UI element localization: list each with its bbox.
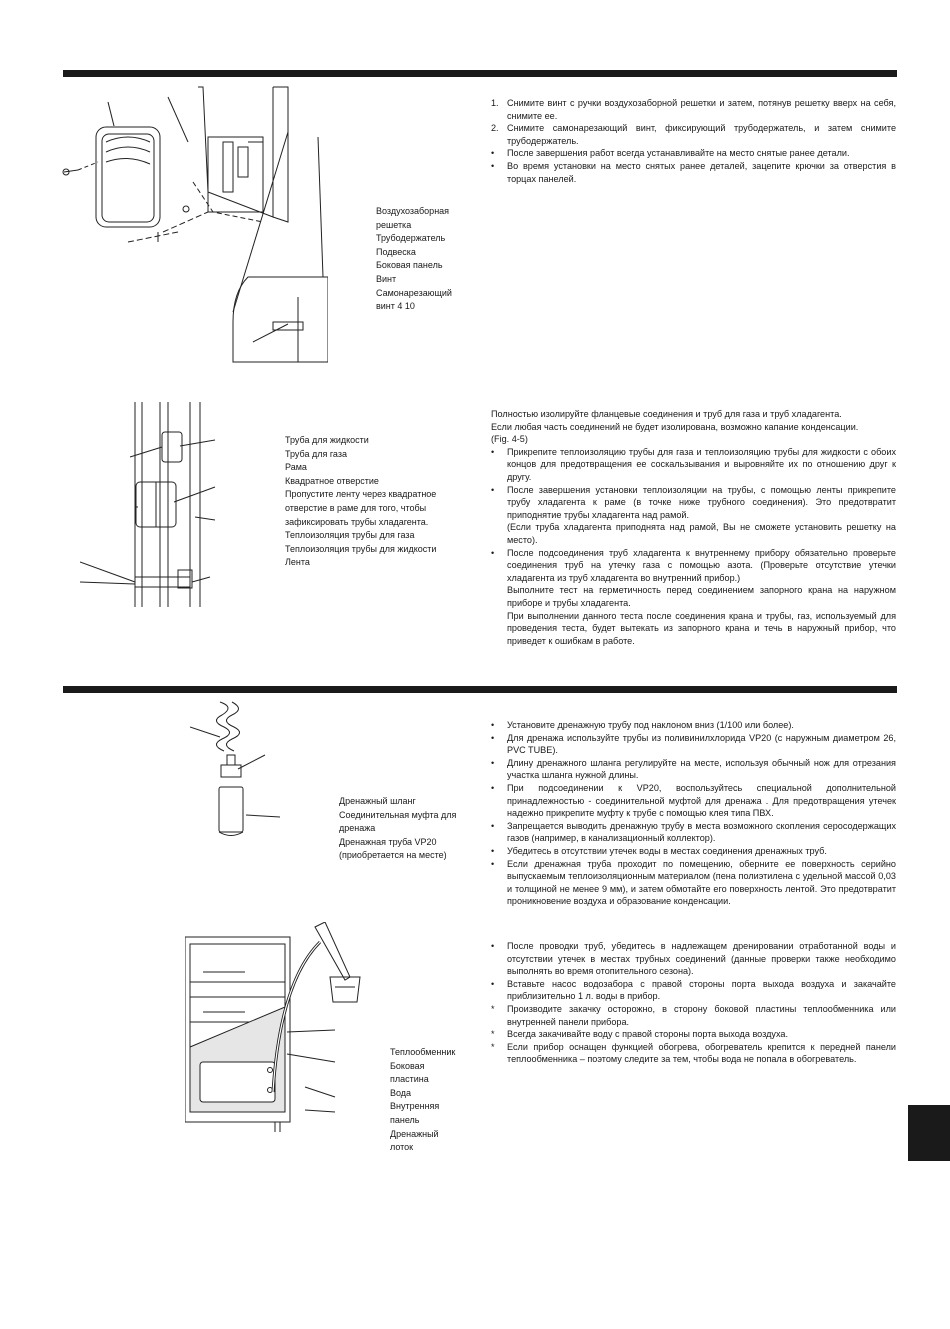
instruction-item: • Установите дренажную трубу под наклоном вниз (1/100 или более). (491, 720, 794, 730)
legend-line: Теплоизоляция трубы для газа (285, 530, 415, 541)
legend-line: отверстие в раме для того, чтобы (285, 502, 427, 513)
instruction-note: * Производите закачку осторожно, в сторону боковой пластины теплообменника или внутренней панели прибора. (491, 1003, 896, 1027)
legend-line: Подвеска (376, 246, 416, 257)
instruction-item: • После проводки труб, убедитесь в надлежащем дренировании отработанной воды и отсутствии утечек в местах трубных соединений (данные проверки также необходимо выполнять во время отопительного сезона). (491, 941, 896, 977)
legend-line: Трубодержатель (376, 233, 446, 244)
drain-instructions (491, 719, 896, 908)
legend-line: Дренажный (390, 1128, 439, 1139)
instruction-item: • После завершения установки теплоизоляции на трубы, с помощью ленты прикрепите трубу хладагента к раме (в точке ниже трубного соединения). Это предотвратит приподнятие трубы хладагента над рамой. (491, 484, 896, 520)
instruction-note: При выполнении данного теста после соединения крана и трубы, газ, используемый для проведения теста, будет вытекать из запорного крана и течь в наружный прибор, что приведет к ошибкам в работе. (507, 610, 896, 646)
instruction-note: (Если труба хладагента приподнята над рамой, Вы не сможете установить решетку на место). (507, 522, 896, 545)
drain-figure-legend (339, 795, 456, 863)
drainage-test-figure (185, 922, 375, 1132)
drainage-test-instructions (491, 940, 896, 1066)
instruction-item: • Вставьте насос водозабора с правой стороны порта выхода воздуха и закачайте приблизительно 1 л. воды в прибор. (491, 978, 896, 1002)
insulation-instructions (491, 408, 896, 647)
page-side-tab (908, 1105, 950, 1161)
grille-removal-figure (58, 82, 328, 372)
intro-line: Полностью изолируйте фланцевые соединения и труб для газа и труб хладагента. (491, 409, 842, 419)
legend-line: решетка (376, 219, 412, 230)
instruction-item: • Для дренажа используйте трубы из поливинилхлорида VP20 (с наружным диаметром 26, PVC TUBE). (491, 732, 896, 756)
legend-line: Винт (376, 273, 397, 284)
pipe-insulation-figure (80, 402, 220, 607)
legend-line: Соединительная муфта для (339, 809, 457, 820)
instruction-item: • Длину дренажного шланга регулируйте на месте, используя обычный нож для отрезания участка шланга нужной длины. (491, 757, 896, 781)
legend-line: (приобретается на месте) (339, 850, 447, 861)
instruction-item: • Если дренажная труба проходит по помещению, оберните ее поверхность серийно выпускаемым теплоизоляционным материалом (пена полиэтилена с удельной массой 0,03 и толщиной не менее 9 мм), и затем обмотайте его поверхность лентой. Это предотвратит проникновение воздуха и образование конденсации. (491, 858, 896, 907)
legend-line: винт 4 10 (376, 301, 415, 312)
intro-line: (Fig. 4-5) (491, 434, 528, 445)
legend-line: Рама (285, 462, 307, 473)
grille-removal-instructions (491, 97, 896, 185)
legend-line: Теплоизоляция трубы для жидкости (285, 543, 437, 554)
legend-line: Боковая (390, 1060, 425, 1071)
intro-line: Если любая часть соединений не будет изолирована, возможно капание конденсации. (491, 421, 859, 432)
legend-line: Вода (390, 1087, 412, 1098)
drain-hose-figure (190, 697, 280, 842)
instruction-step: • После завершения работ всегда устанавливайте на место снятые ранее детали. (491, 148, 850, 159)
instruction-item: • При подсоединении к VP20, воспользуйтесь специальной дополнительной принадлежностью - соединительной муфтой для дренажа . Для предотвращения утечек надежно прикрепите муфту к трубе с помощью клея типа ПВХ. (491, 782, 896, 819)
legend-line: Пропустите ленту через квадратное (285, 489, 437, 500)
legend-line: Труба для жидкости (285, 435, 369, 445)
legend-line: лоток (390, 1142, 414, 1153)
legend-line: Квадратное отверстие (285, 475, 379, 486)
legend-line: Дренажный шланг (339, 796, 416, 806)
legend-line: зафиксировать трубы хладагента. (285, 516, 429, 527)
instruction-item: • После подсоединения труб хладагента к внутреннему прибору обязательно проверьте соединения труб на утечку газа с помощью азота. (Проверьте отсутствие утечки хладагента из труб хладагента во внутренний прибор.) (491, 547, 896, 583)
drain-section-header-bar (63, 686, 897, 693)
legend-line: панель (390, 1114, 420, 1125)
pipe-figure-legend (285, 434, 436, 570)
instruction-note: * Если прибор оснащен функцией обогрева, обогреватель крепится к передней панели теплообменника – поэтому следите за тем, чтобы вода не попала в обогреватель. (491, 1041, 896, 1065)
legend-line: Лента (285, 557, 310, 568)
grille-figure-legend (376, 205, 452, 314)
instruction-item: • Запрещается выводить дренажную трубу в места возможного скопления серосодержащих газов (например, в канализационный коллектор). (491, 820, 896, 844)
instruction-step: 1. Снимите винт с ручки воздухозаборной решетки и затем, потянув решетку вверх на себя, снимите ее. (491, 98, 896, 121)
legend-line: Труба для газа (285, 448, 347, 459)
instruction-note: Выполните тест на герметичность перед соединением запорного крана на наружном приборе и трубы хладагента. (507, 585, 896, 608)
legend-line: Самонарезающий (376, 287, 452, 298)
legend-line: Дренажная труба VP20 (339, 836, 437, 847)
legend-line: Теплообменник (390, 1047, 456, 1057)
top-header-bar (63, 70, 897, 77)
legend-line: Воздухозаборная (376, 206, 450, 216)
legend-line: Боковая панель (376, 260, 443, 271)
instruction-item: • Прикрепите теплоизоляцию трубы для газа и теплоизоляцию трубы для жидкости с обоих концов для предотвращения ее соскальзывания и выровняйте их по отношению друг к другу. (491, 446, 896, 482)
instruction-step: • Во время установки на место снятых ранее деталей, зацепите крючки за отверстия в торцах панелей. (491, 160, 896, 184)
drainage-figure-legend (390, 1046, 455, 1155)
instruction-note: * Всегда закачивайте воду с правой стороны порта выхода воздуха. (491, 1029, 788, 1040)
legend-line: Внутренняя (390, 1101, 440, 1112)
instruction-item: • Убедитесь в отсутствии утечек воды в местах соединения дренажных труб. (491, 845, 827, 856)
legend-line: дренажа (339, 823, 376, 834)
instruction-step: 2. Снимите самонарезающий винт, фиксирующий трубодержатель, и затем снимите трубодержатель. (491, 123, 896, 146)
legend-line: пластина (390, 1074, 429, 1085)
